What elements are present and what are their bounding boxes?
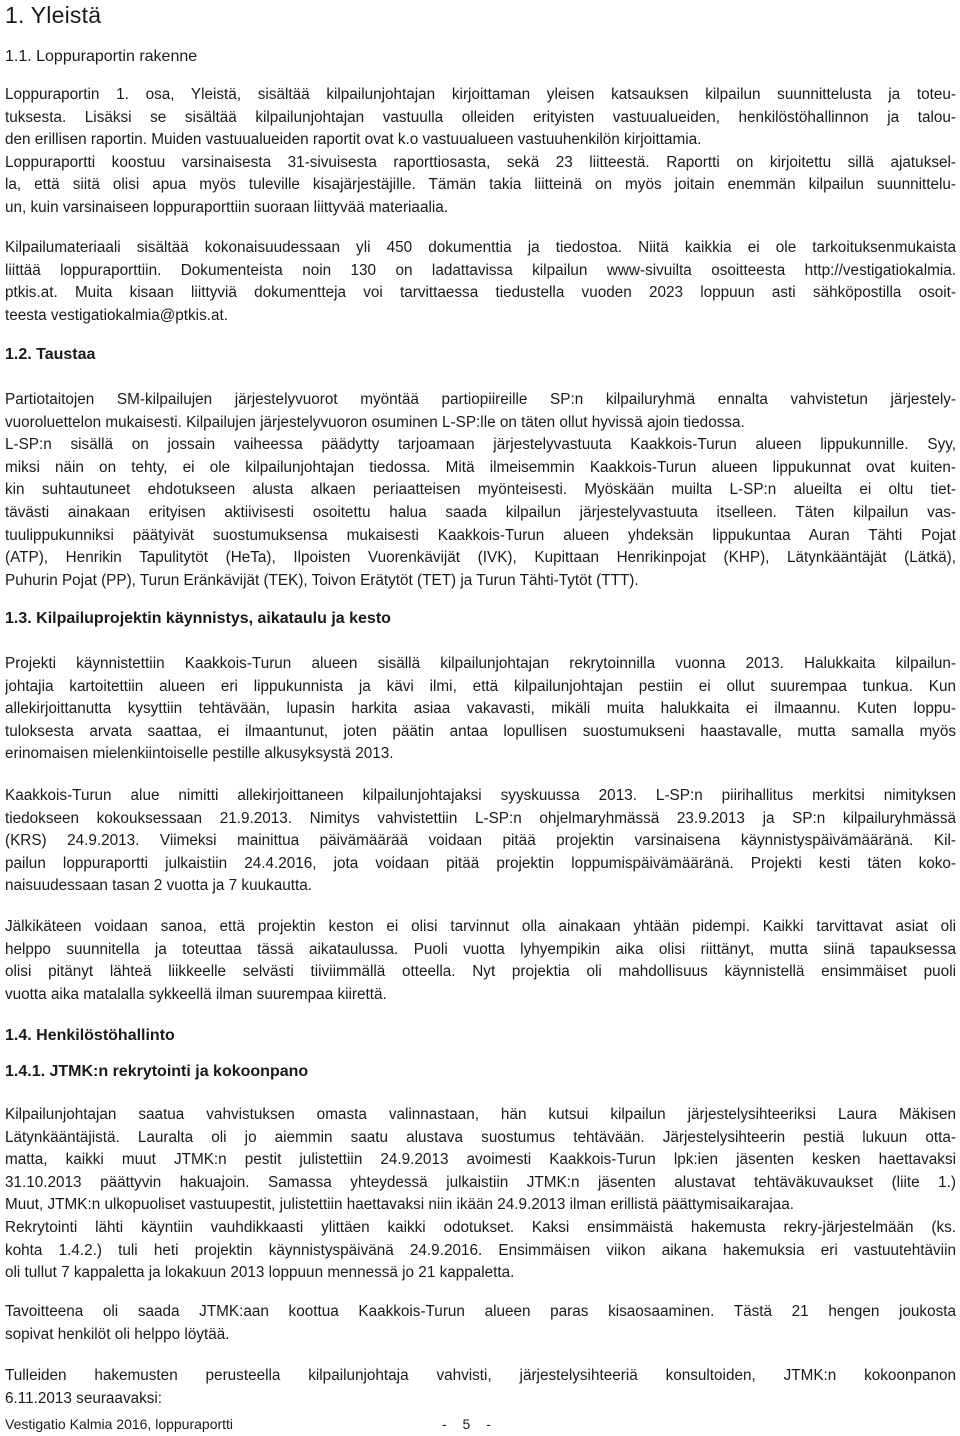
text-line: Loppuraportti koostuu varsinaisesta 31-sivuisesta raporttiosasta, sekä 23 liitteestä. Raportti on kirjoitettu sillä ajatuksel- (5, 153, 956, 171)
text-line: vuoroluettelon mukaisesti. Kilpailujen järjestelyvuoron osuminen L-SP:lle on täten ollut hyvissä ajoin tiedossa. (5, 413, 745, 431)
section-1-1-paragraph-2 (5, 237, 956, 327)
text-line: Projekti käynnistettiin Kaakkois-Turun alueen sisällä kilpailunjohtajan rekrytoinnilla vuonna 2013. Halukkaita kilpailun- (5, 655, 956, 672)
section-1-3-title: 1.3. Kilpailuprojektin käynnistys, aikataulu ja kesto (5, 610, 391, 627)
section-1-3-paragraph-3 (5, 916, 956, 1006)
text-line: allekirjoittanutta kysyttiin tehtävään, lupasin harkita asiaa vakavasti, mikäli muita halukkaita ei ilmaannu. Kuten loppu- (5, 700, 956, 718)
text-line: Muut, JTMK:n ulkopuoliset vastuupestit, julistettiin haettavaksi niin ikään 24.9.2013 ilman erillistä päättymisaikarajaa. (5, 1196, 795, 1214)
text-line: pailun loppuraportti julkaistiin 24.4.2016, jota voidaan pitää projektin loppumispäivämääränä. Projekti kesti täten koko- (5, 854, 956, 872)
text-line: 6.11.2013 seuraavaksi: (5, 1389, 163, 1407)
text-line: den erillisen raportin. Muiden vastuualueiden raportit ovat k.o vastuualueen vastuuhenkilön kirjoittamia. (5, 131, 702, 149)
section-1-1-title: 1.1. Loppuraportin rakenne (5, 48, 198, 65)
text-line: olisi pitänyt lähteä liikkeelle selvästi tiiviimmällä otteella. Nyt projektia oli mahdollisuus käynnistellä ensimmäiset puoli (5, 963, 956, 981)
text-line: ptkis.at. Muita kisaan liittyviä dokumentteja voi tarvittaessa tiedustella vuoden 2023 loppuun asti sähköpostilla osoit- (5, 284, 956, 302)
text-line: Tavoitteena oli saada JTMK:aan koottua Kaakkois-Turun alueen paras kisaosaaminen. Tästä 21 hengen joukosta (5, 1303, 956, 1320)
text-line: tuloksesta arvata saattaa, ei ilmaantunut, joten päätin antaa lopullisen suostumukseni haastavalle, mutta samalla myös (5, 722, 956, 740)
text-line: teesta vestigatiokalmia@ptkis.at. (5, 306, 228, 324)
text-line: tuksesta. Lisäksi se sisältää kilpailunjohtajan vastuulla olleiden erityisten vastuualueiden, henkilöstöhallinnon ja talou- (5, 108, 956, 126)
text-line: miksi näin on tehty, ei ole kilpailunjohtajan tiedossa. Mitä ilmeisemmin Kaakkois-Turun alueen lippukunnat ovat kuiten- (5, 458, 956, 476)
text-line: tiedokseen kokouksessaan 21.9.2013. Nimitys vahvistettiin L-SP:n ohjelmaryhmässä 23.9.2013 ja SP:n kilpailuryhmässä (5, 809, 956, 827)
section-1-4-1-title: 1.4.1. JTMK:n rekrytointi ja kokoonpano (5, 1063, 309, 1080)
section-1-4-1-paragraph-3 (5, 1365, 956, 1410)
text-line: Jälkikäteen voidaan sanoa, että projektin keston ei olisi tarvinnut olla ainakaan yhtään pidempi. Kaikki tarvittavat asiat oli (5, 918, 956, 935)
text-line: helppo suunnitella ja toteuttaa tässä aikataulussa. Puoli vuotta lyhyempikin aika olisi riittänyt, mutta siinä tapauksessa (5, 940, 956, 958)
text-line: Kaakkois-Turun alue nimitti allekirjoittaneen kilpailunjohtajaksi syyskuussa 2013. L-SP:n piirihallitus merkitsi nimityksen (5, 787, 956, 804)
text-line: tuulippukunniksi päätyivät suostumuksensa mukaisesti Kaakkois-Turun alueen yhdeksän lippukuntaa Auran Tähti Pojat (5, 526, 956, 544)
text-line: tävästi ainakaan erityisen aktiivisesti osoitettu halua saada kilpailun järjestelyvastuuta itselleen. Täten kilpailun vas- (5, 503, 956, 521)
section-1-4-1-paragraph-1 (5, 1104, 956, 1285)
text-line: liittää loppuraporttiin. Dokumenteista noin 130 on ladattavissa kilpailun www-sivuilta osoitteesta http://vestigatiokalmia. (5, 261, 956, 279)
text-line: Lätynkääntäjistä. Lauralta oli jo aiemmin saatu alustava suostumus tehtävään. Järjestelysihteerin pestiä lukuun otta- (5, 1128, 956, 1146)
section-1-4-1-paragraph-2 (5, 1301, 956, 1346)
footer-title: Vestigatio Kalmia 2016, loppuraportti (5, 1416, 234, 1432)
text-line: Loppuraportin 1. osa, Yleistä, sisältää kilpailunjohtajan kirjoittaman yleisen katsauksen kilpailun suunnittelusta ja toteu- (5, 86, 956, 103)
section-1-1-paragraph-1 (5, 84, 956, 220)
text-line: (ATP), Henrikin Tapulitytöt (HeTa), Ilpoisten Vuorenkävijät (IVK), Kupittaan Henrikinpojat (KHP), Lätynkääntäjät (Lätkä), (5, 549, 956, 567)
text-line: vuotta aika matalalla sykkeellä ilman suurempaa kiirettä. (5, 985, 387, 1003)
section-1-4-title: 1.4. Henkilöstöhallinto (5, 1027, 175, 1044)
text-line: un, kuin varsinaiseen loppuraporttiin suoraan liittyvää materiaalia. (5, 198, 449, 216)
text-line: Kilpailunjohtajan saatua vahvistuksen omasta valinnastaan, hän kutsui kilpailun järjestelysihteeriksi Laura Mäkisen (5, 1106, 956, 1123)
text-line: Tulleiden hakemusten perusteella kilpailunjohtaja vahvisti, järjestelysihteeriä konsultoiden, JTMK:n kokoonpanon (5, 1367, 956, 1384)
text-line: Puhurin Pojat (PP), Turun Eränkävijät (TEK), Toivon Erätytöt (TET) ja Turun Tähti-Tytöt (TTT). (5, 571, 639, 589)
text-line: L-SP:n sisällä on jossain vaiheessa päädytty tarjoamaan järjestelyvastuuta Kaakkois-Turun alueen lippukunnille. Syy, (5, 436, 956, 454)
text-line: erinomaisen mielenkiintoiselle pestille alkusyksystä 2013. (5, 745, 394, 763)
text-line: Rekrytointi lähti käyntiin vauhdikkaasti ylittäen kaikki odotukset. Kaksi ensimmäistä hakemusta rekry-järjestelmään (ks. (5, 1218, 956, 1236)
text-line: 31.10.2013 päättyvin hakuajoin. Samassa yhteydessä julkaistiin JTMK:n jäsenten alustavat tehtäväkuvaukset (liite 1.) (5, 1173, 956, 1191)
text-line: johtajia kartoitettiin alueen eri lippukunnista ja kävi ilmi, että kilpailunjohtajan pestiin ei ollut suurempaa tunkua. Kun (5, 677, 956, 695)
section-1-2-paragraph-1 (5, 389, 956, 592)
text-line: matta, kaikki muut JTMK:n pestit julistettiin 24.9.2013 avoimesti Kaakkois-Turun lpk:ien jäsenten kesken haettavaksi (5, 1151, 956, 1169)
text-line: (KRS) 24.9.2013. Viimeksi mainittua päivämäärää voidaan pitää projektin varsinaisena käynnistyspäivämääränä. Kil- (5, 832, 956, 850)
text-line: oli tullut 7 kappaletta ja lokakuun 2013 loppuun mennessä jo 21 kappaletta. (5, 1264, 515, 1282)
text-line: la, että siitä olisi apua myös tuleville kisajärjestäjille. Tämän takia liitteinä on myös joitain enemmän kilpailun suunnittelu- (5, 176, 956, 194)
text-line: naisuudessaan tasan 2 vuotta ja 7 kuukautta. (5, 877, 313, 895)
text-line: Partiotaitojen SM-kilpailujen järjestelyvuorot myöntää partiopiireille SP:n kilpailuryhmä ennalta vahvistetun järjestely- (5, 391, 956, 408)
section-1-3-paragraph-1 (5, 653, 956, 766)
main-heading: 1. Yleistä (5, 2, 102, 28)
text-line: sopivat henkilöt oli helppo löytää. (5, 1325, 230, 1343)
text-line: Kilpailumateriaali sisältää kokonaisuudessaan yli 450 dokumenttia ja tiedostoa. Niitä kaikkia ei ole tarkoituksenmukaista (5, 239, 956, 256)
page-number: - 5 - (442, 1416, 497, 1432)
text-line: kohta 1.4.2.) tuli heti projektin käynnistyspäivänä 24.9.2016. Ensimmäisen viikon aikana hakemuksia eri vastuutehtäviin (5, 1241, 956, 1259)
section-1-3-paragraph-2 (5, 785, 956, 898)
section-1-2-title: 1.2. Taustaa (5, 346, 96, 363)
text-line: kin suhtautuneet ehdotukseen alusta alkaen periaatteisen myönteisesti. Myöskään muilta L-SP:n alueilta ei oltu tiet- (5, 481, 956, 499)
